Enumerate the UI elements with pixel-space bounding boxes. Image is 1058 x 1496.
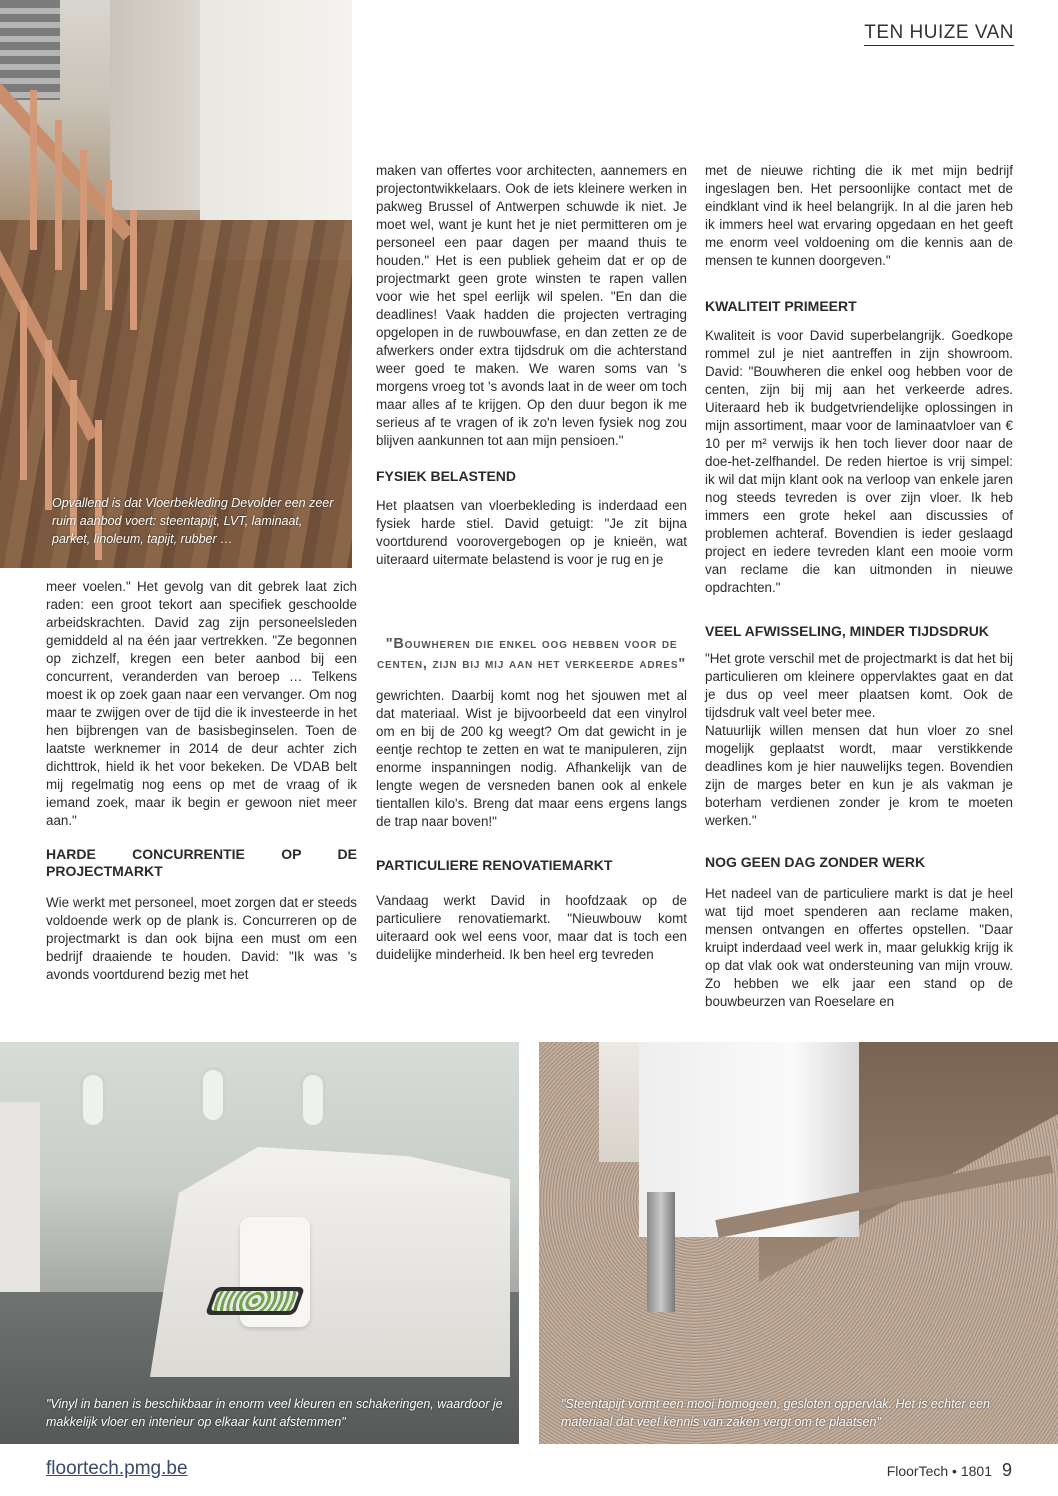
column-3	[705, 162, 1013, 1011]
magazine-issue: FloorTech • 1801	[886, 1463, 992, 1479]
hallway-caption: Opvallend is dat Vloerbekleding Devolder een zeer ruim aanbod voert: steentapijt, LVT, laminaat, parket, linoleum, tapijt, rubber …	[52, 496, 334, 546]
paragraph: met de nieuwe richting die ik met mijn bedrijf ingeslagen ben. Het persoonlijke contact met de eindklant vind ik heel belangrijk. In al die jaren heb ik immers heel wat ervaring opgedaan en het geeft me enorm veel voldoening om die kennis aan de mensen te kunnen doorgeven."	[705, 163, 1013, 268]
heading-harde-concurrentie: HARDE CONCURRENTIE OP DE PROJECTMARKT	[46, 846, 357, 879]
stone-carpet-photo	[539, 1042, 1058, 1444]
stone-carpet-caption: "Steentapijt vormt een mooi homogeen, gesloten oppervlak. Het is echter een materiaal dat veel kennis van zaken vergt om te plaatsen"	[561, 1397, 990, 1429]
website-link[interactable]: floortech.pmg.be	[46, 1458, 188, 1479]
paragraph: Kwaliteit is voor David superbelangrijk. Goedkope rommel zul je niet aantreffen in zijn showroom. David: "Bouwheren die enkel oog hebben voor de centen, zijn bij mij aan het verkeerde adres. Uiteraard heb ik budgetvriendelijke oplossingen in mijn assortiment, maar voor de laminaatvloer van € 10 per m² verwijs ik hen toch liever door naar de doe-het-zelfhandel. De reden hiertoe is vrij simpel: ik wil dat mijn klant ook na verloop van enkele jaren nog steeds tevreden is over zijn vloer. Ik heb immers een grote hekel aan discussies of problemen achteraf. Bovendien is ieder geslaagd project en iedere tevreden klant een mooie vorm van reclame die kan uitmonden in nieuwe opdrachten."	[705, 328, 1013, 595]
section-label: TEN HUIZE VAN	[864, 22, 1014, 46]
heading-kwaliteit-primeert: KWALITEIT PRIMEERT	[705, 298, 857, 314]
paragraph: "Het grote verschil met de projectmarkt is dat het bij particulieren om kleinere oppervlaktes gaat en dat je dus op veel meer plaatsen komt. Ook de tijdsdruk valt veel beter mee.	[705, 651, 1013, 720]
paragraph: gewrichten. Daarbij komt nog het sjouwen met al dat materiaal. Wist je bijvoorbeeld dat een vinylrol om en bij de 200 kg weegt? Om dat gewicht in je eentje rechtop te zetten en wat te manipuleren, zijn enorme inspanningen nodig. Afhankelijk van de lengte wegen de versneden banen ook al enkele tientallen kilo's. Breng dat maar eens ergens langs de trap naar boven!"	[376, 688, 687, 829]
page-footer	[887, 1460, 1012, 1481]
paragraph: maken van offertes voor architecten, aannemers en projectontwikkelaars. Ook de iets kleinere werken in pakweg Brussel of Antwerpen schuwde ik niet. Je moet wel, want je kunt het je niet permitteren om je personeel een paar dagen per maand thuis te houden." Het is een publiek geheim dat er op de projectmarkt geen grote winsten te rapen vallen voor wie het spel eerlijk wil spelen. "En dan die deadlines! Vaak hadden die projecten vertraging opgelopen in de ruwbouwfase, en dan zetten ze de afwerkers onder extra tijdsdruk om die achterstand weer goed te maken. We waren soms van 's morgens vroeg tot 's avonds laat in de weer om toch maar alles af te krijgen. Op den duur begon ik me serieus af te vragen of ik zo'n leven fysiek nog zou blijven aankunnen tot aan mijn pensioen."	[376, 163, 687, 448]
paragraph: Natuurlijk willen mensen dat hun vloer zo snel mogelijk geplaatst wordt, maar verstikkende deadlines kom je hier nauwelijks tegen. Bovendien zijn de marges beter en kun je als vakman je boterham verdienen zonder je krom te moeten werken."	[705, 723, 1013, 828]
paragraph: Het nadeel van de particuliere markt is dat je heel wat tijd moet spenderen aan reclame maken, mensen ontvangen en offertes opstellen. "Daar kruipt inderdaad veel werk in, maar gelukkig krijg ik op dat vlak ook wat ondersteuning van mijn vrouw. Zo hebben we elk jaar een stand op de bouwbeurzen van Roeselare en	[705, 886, 1013, 1009]
heading-fysiek-belastend: FYSIEK BELASTEND	[376, 468, 517, 484]
column-1	[46, 578, 357, 984]
paragraph: Vandaag werkt David in hoofdzaak op de particuliere renovatiemarkt. "Nieuwbouw komt uiteraard ook wel eens voor, maar dat is toch een duidelijke minderheid. Ik ben heel erg tevreden	[376, 893, 687, 962]
paragraph: meer voelen." Het gevolg van dit gebrek laat zich raden: een groot tekort aan specifiek geschoolde arbeidskrachten. David zag zijn personeelsleden gemiddeld al na één jaar vertrekken. "Ze begonnen op zichzelf, kregen een beter aanbod bij een concurrent, veranderden van beroep … Telkens moest ik op zoek gaan naar een vervanger. Om nog maar te zwijgen over de tijd die ik investeerde in het hen bijbrengen van de basisbeginselen. Toen de laatste werknemer in 2014 de deur achter zich dichttrok, hield ik het voor bekeken. De VDAB belt mij regelmatig nog eens op met de vraag of ik iemand zoek, maar ik begin er gewoon niet meer aan."	[46, 579, 357, 828]
heading-veel-afwisseling: VEEL AFWISSELING, MINDER TIJDSDRUK	[705, 623, 989, 639]
heading-nog-geen-dag: NOG GEEN DAG ZONDER WERK	[705, 854, 926, 870]
paragraph: Wie werkt met personeel, moet zorgen dat er steeds voldoende werk op de plank is. Concurreren op de projectmarkt is dan ook bijna een must om een bedrijf draaiende te houden. David: "Ik was 's avonds voortdurend bezig met het	[46, 895, 357, 982]
pull-quote: "Bouwheren die enkel oog hebben voor de centen, zijn bij mij aan het verkeerde adres"	[376, 636, 687, 672]
page-number: 9	[1001, 1460, 1012, 1480]
hallway-photo	[0, 0, 352, 568]
heading-particuliere-renovatiemarkt: PARTICULIERE RENOVATIEMARKT	[376, 857, 613, 873]
paragraph: Het plaatsen van vloerbekleding is inderdaad een fysiek harde stiel. David getuigt: "Je zit bijna voortdurend voorovergebogen op je knieën, wat uiteraard uitermate belastend is voor je rug en je	[376, 498, 687, 567]
vinyl-room-photo	[0, 1042, 519, 1444]
vinyl-caption: "Vinyl in banen is beschikbaar in enorm veel kleuren en schakeringen, waardoor je makkelijk vloer en interieur op elkaar kunt afstemmen"	[46, 1397, 503, 1429]
column-2	[376, 162, 687, 964]
